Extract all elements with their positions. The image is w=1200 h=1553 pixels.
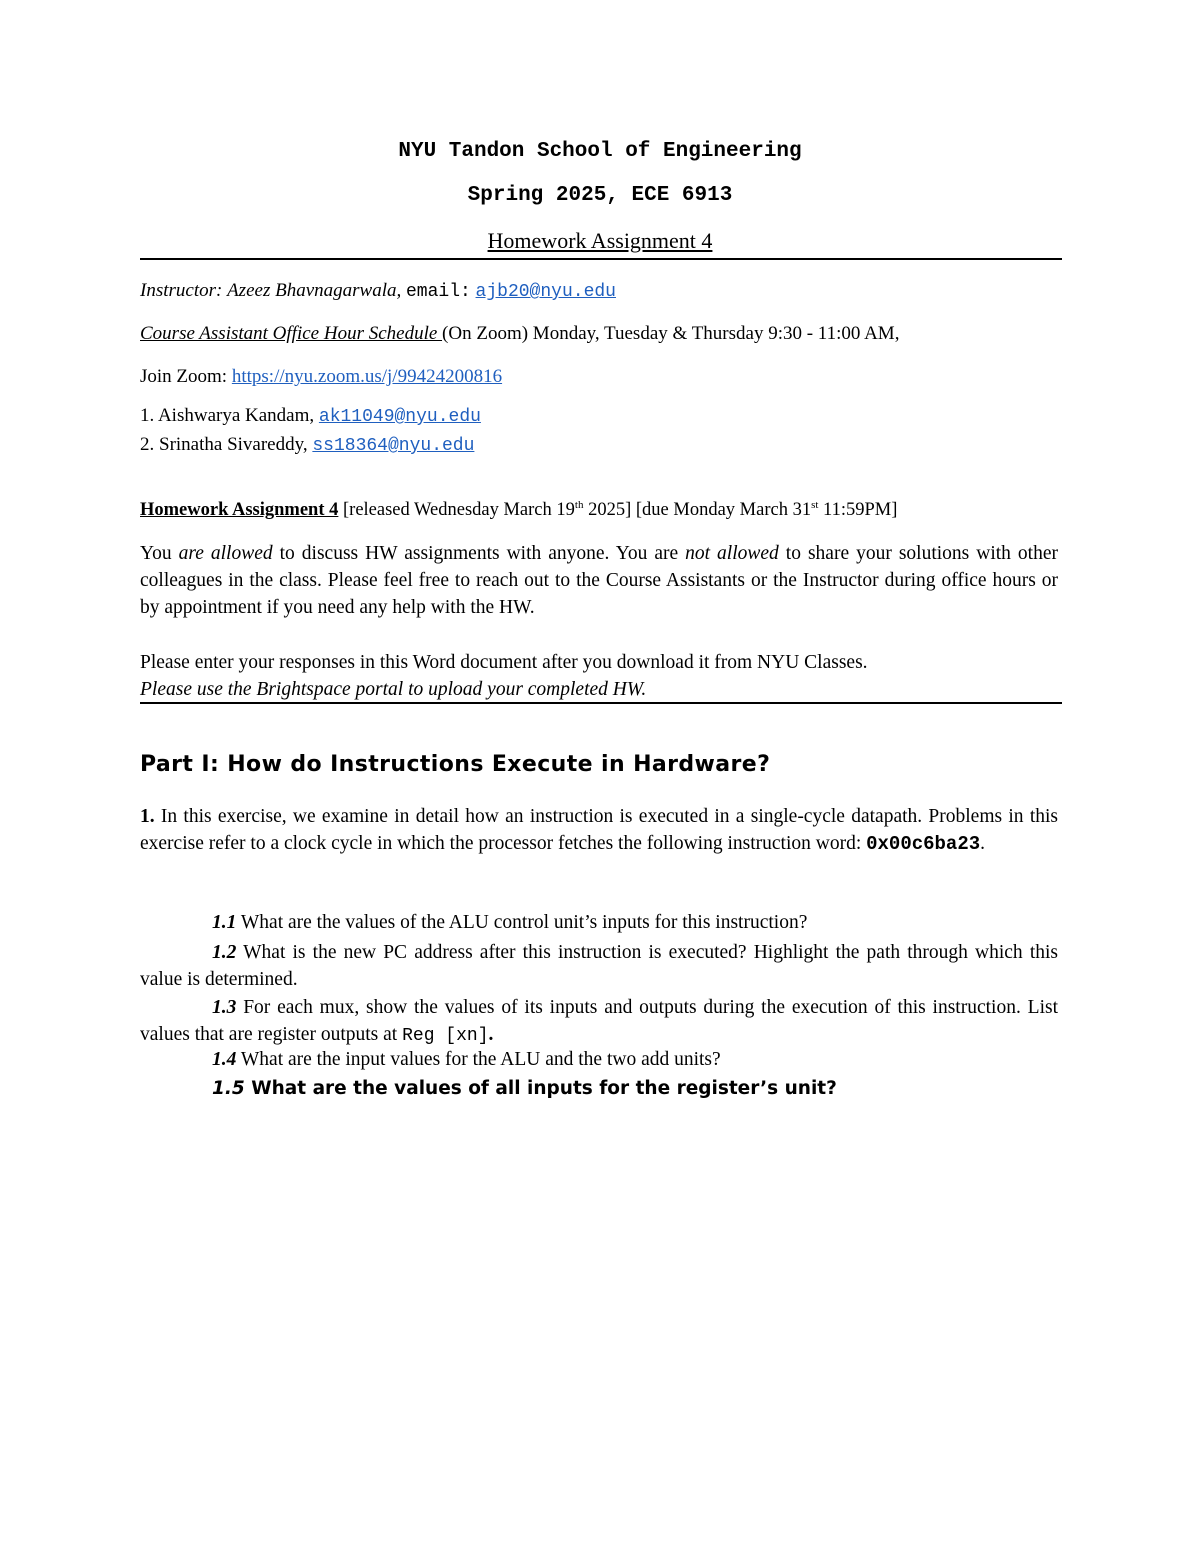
policy-text: You [140, 543, 179, 564]
subquestion-text: What are the values of the ALU control unit’s inputs for this instruction? [236, 912, 808, 933]
email-label: email: [405, 282, 471, 302]
subquestion [212, 912, 1058, 934]
subquestion-text: For each mux, show the values of its inputs and outputs during the execution of this instruction. List values that are register outputs at [140, 997, 1058, 1045]
subquestion [140, 939, 1058, 993]
subquestion-number: 1.2 [212, 942, 237, 963]
policy-paragraph [140, 540, 1058, 621]
question-text: In this exercise, we examine in detail how an instruction is executed in a single-cycle datapath. Problems in this exercise refer to a clock cycle in which the processor fetches the following instruction word: [140, 806, 1058, 854]
school-title: NYU Tandon School of Engineering [398, 140, 802, 163]
not-allowed-emphasis: not allowed [685, 543, 779, 564]
question-intro [140, 803, 1058, 858]
subquestion-text: What is the new PC address after this instruction is executed? Highlight the path through which this value is determined. [140, 942, 1058, 990]
due-time: 11:59PM] [818, 500, 898, 520]
instructor-name: Azeez Bhavnagarwala, [227, 280, 402, 301]
subquestion [140, 994, 1058, 1050]
zoom-line [140, 366, 502, 388]
office-hours-line [140, 323, 899, 345]
subquestion [212, 1078, 1058, 1099]
subquestion [212, 1049, 1058, 1071]
subquestion-end: . [488, 1024, 494, 1045]
zoom-label: Join Zoom: [140, 366, 228, 387]
responses-paragraph [140, 649, 1058, 703]
allowed-emphasis: are allowed [178, 543, 273, 564]
policy-text: to share your solutions with other colleagues in the class. Please feel free to reach out to the Course Assistants or the Instructor during office hours or by appointment if you need any help with the HW. [140, 543, 1058, 618]
term-title: Spring 2025, ECE 6913 [467, 184, 733, 207]
subquestion-number: 1.5 [212, 1078, 245, 1099]
responses-text: Please enter your responses in this Word document after you download it from NYU Classes. [140, 652, 868, 673]
part-heading: Part I: How do Instructions Execute in Hardware? [140, 752, 771, 777]
released-date: [released Wednesday March 19 [338, 500, 575, 520]
assistant-name: 1. Aishwarya Kandam, [140, 405, 315, 426]
question-number: 1. [140, 806, 155, 827]
subquestion-number: 1.3 [212, 997, 237, 1018]
assistant-email-link[interactable]: ss18364@nyu.edu [312, 436, 475, 456]
subquestion-text: What are the values of all inputs for the register’s unit? [244, 1078, 837, 1099]
instructor-email-link[interactable]: ajb20@nyu.edu [475, 282, 616, 302]
upload-instruction: Please use the Brightspace portal to upload your completed HW. [140, 679, 647, 700]
assistant-item [140, 405, 481, 427]
due-prefix: 2025] [due Monday March 31 [583, 500, 812, 520]
zoom-link[interactable]: https://nyu.zoom.us/j/99424200816 [231, 366, 503, 387]
header-divider [140, 258, 1062, 260]
question-text-end: . [980, 833, 986, 854]
subquestion-number: 1.1 [212, 912, 237, 933]
policy-text: to discuss HW assignments with anyone. You are [272, 543, 686, 564]
release-title: Homework Assignment 4 [140, 500, 339, 520]
subquestion-text: What are the input values for the ALU and the two add units? [236, 1049, 721, 1070]
instruction-word: 0x00c6ba23 [866, 833, 981, 855]
release-line [140, 500, 897, 521]
assistant-name: 2. Srinatha Sivareddy, [140, 434, 308, 455]
assignment-title: Homework Assignment 4 [487, 228, 713, 253]
assistant-email-link[interactable]: ak11049@nyu.edu [318, 407, 481, 427]
released-sup: th [574, 498, 584, 511]
office-hours-label: Course Assistant Office Hour Schedule [140, 323, 443, 344]
subquestion-number: 1.4 [212, 1049, 237, 1070]
intro-divider [140, 702, 1062, 704]
register-code: Reg [xn] [402, 1026, 489, 1046]
office-hours-details: (On Zoom) Monday, Tuesday & Thursday 9:30 - 11:00 AM, [442, 323, 900, 344]
instructor-label: Instructor: [140, 280, 223, 301]
instructor-line [140, 280, 616, 302]
due-sup: st [811, 498, 819, 511]
assistant-item [140, 434, 474, 456]
